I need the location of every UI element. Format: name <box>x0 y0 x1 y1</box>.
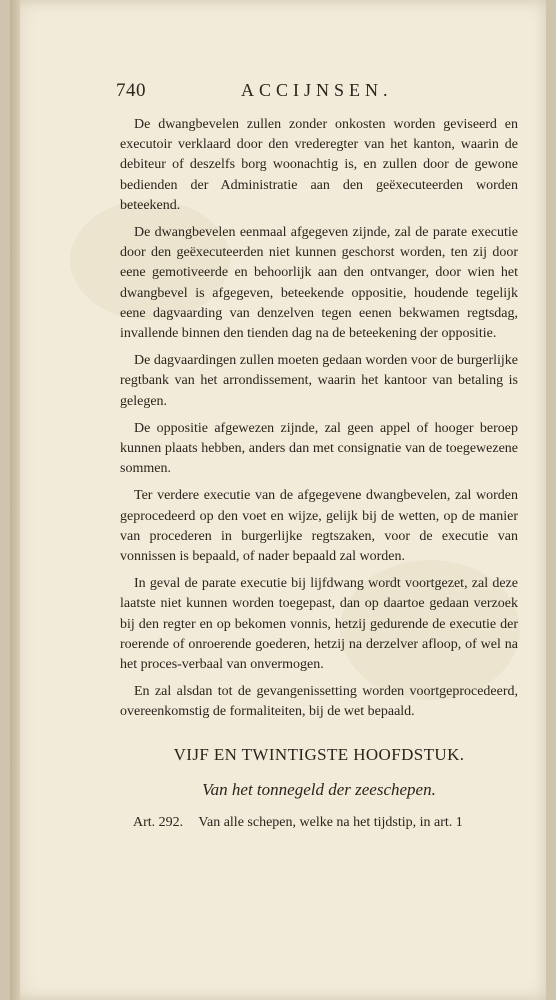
paragraph: De dwangbevelen eenmaal afgegeven zijnde, zal de parate executie door den geëxecuteerden niet kunnen geschorst worden, ten zij door eene gemotiveerde en behoorlijk aan den ontvanger, door wien het dwangbevel is afgegeven, beteekende oppositie, houdende tegelijk eene dagvaarding van denzelven tegen eenen bekwamen regtsdag, invallende binnen den tienden dag na de beteekening der oppositie. <box>120 225 518 342</box>
chapter-heading: VIJF EN TWINTIGSTE HOOFDSTUK. <box>173 745 465 764</box>
paragraph: In geval de parate executie bij lijfdwang wordt voortgezet, zal deze laatste niet kunnen worden toegepast, dan op daartoe gedaan verzoek bij den regter en op bekomen vonnis, hetzij gedurende de executie der roerende of onroerende goederen, hetzij na derzelver afloop, of wel na het proces-verbaal van onvermogen. <box>120 576 518 673</box>
chapter-subtitle: Van het tonnegeld der zeeschepen. <box>202 780 436 799</box>
paragraph: Ter verdere executie van de afgegevene dwangbevelen, zal worden geprocedeerd op den voet en wijze, gelijk bij de wetten, op de manier van procederen in burgerlijke regtszaken, voor de executie van vonnissen is bepaald, of nader bepaald zal worden. <box>120 488 518 565</box>
paragraph: De oppositie afgewezen zijnde, zal geen appel of hooger beroep kunnen plaats hebben, anders dan met consignatie van de toegewezene sommen. <box>120 420 518 477</box>
article-line <box>133 815 518 831</box>
page-header <box>116 80 516 110</box>
paragraph: De dwangbevelen zullen zonder onkosten worden geviseerd en executoir verklaard door den vrederegter van het kanton, waarin de debiteur of deszelfs borg woonachtig is, en zullen door de gewone bedienden der Administratie aan den geëxecuteerden worden beteekend. <box>120 117 518 213</box>
body-text <box>120 115 518 730</box>
article-label: Art. 292. <box>133 815 184 830</box>
paragraph: En zal alsdan tot de gevangenissetting worden voortgeprocedeerd, overeenkomstig de formaliteiten, bij de wet bepaald. <box>120 684 518 720</box>
page-number: 740 <box>116 80 146 101</box>
running-title: ACCIJNSEN. <box>241 80 393 100</box>
page-binding-edge <box>10 0 20 1000</box>
paragraph: De dagvaardingen zullen moeten gedaan worden voor de burgerlijke regtbank van het arrondissement, waarin het kantoor van betaling is gelegen. <box>120 353 518 409</box>
article-text: Van alle schepen, welke na het tijdstip, in art. 1 <box>198 815 463 830</box>
